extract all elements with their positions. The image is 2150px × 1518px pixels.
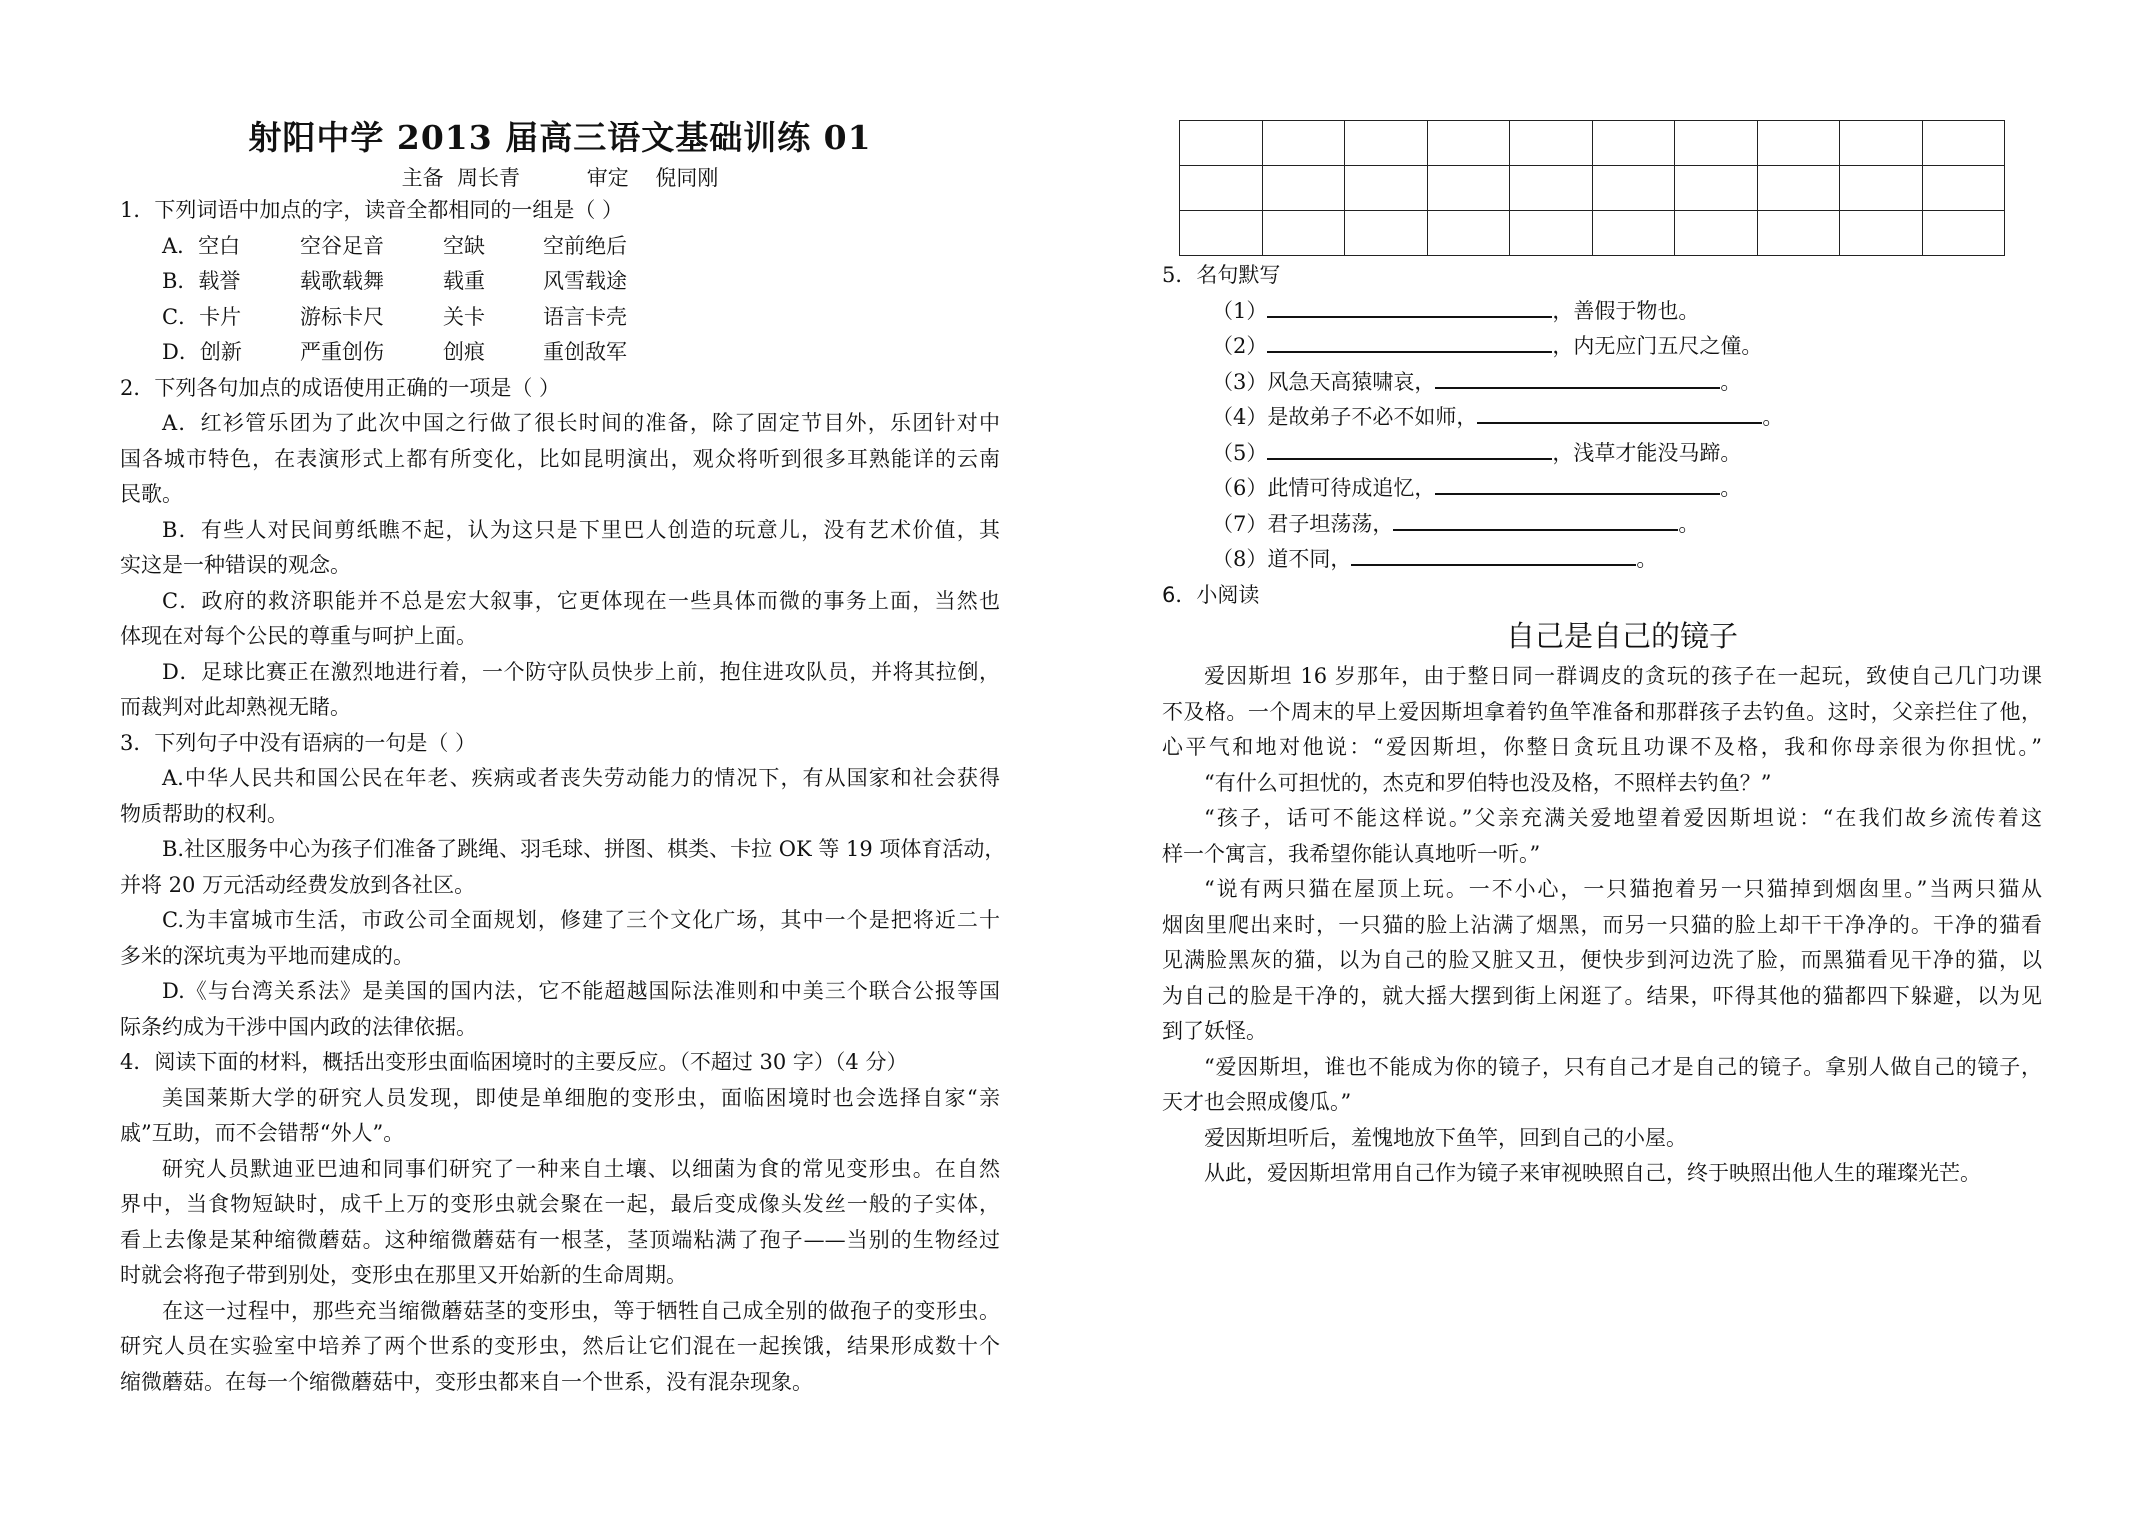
q5-num: （1） [1212,298,1268,323]
q1-a-1: A．空白 [162,233,241,258]
answer-blank[interactable] [1351,542,1636,566]
story-line: 见满脸黑灰的猫，以为自己的脸又脏又丑，便快步到河边洗了脸，而黑猫看见干净的猫，以 [1162,948,2042,972]
q4-line: 界中，当食物短缺时，成千上万的变形虫就会聚在一起，最后变成像头发丝一般的子实体， [120,1192,1000,1216]
q2-line: 国各城市特色，在表演形式上都有所变化，比如昆明演出，观众将听到很多耳熟能详的云南 [120,446,1000,471]
q1-d-4: 重创敌军 [543,340,627,364]
q5-item-8 [1162,542,2042,578]
q1-option-b [120,264,1000,300]
q1-option-d [120,335,1000,371]
q1-b-3: 载重 [443,269,485,293]
q5-pre: 是故弟子不必不如师， [1267,405,1478,429]
q5-post: 。 [1678,511,1700,536]
question-5-stem: 5．名句默写 [1162,263,1281,287]
q2-line: D．足球比赛正在激烈地进行着，一个防守队员快步上前，抱住进攻队员，并将其拉倒， [162,659,1000,684]
q5-item-6 [1162,471,2042,507]
answer-blank[interactable] [1435,471,1720,495]
q5-item-4 [1162,400,2042,436]
q1-d-2: 严重创伤 [300,340,384,364]
q3-line: C.为丰富城市生活，市政公司全面规划，修建了三个文化广场，其中一个是把将近二十 [162,908,1000,932]
q4-line: 时就会将孢子带到别处，变形虫在那里又开始新的生命周期。 [120,1263,687,1287]
q5-post: 。 [1636,547,1658,571]
q3-line: 际条约成为干涉中国内政的法律依据。 [120,1014,477,1039]
q2-line: 体现在对每个公民的尊重与呵护上面。 [120,624,477,648]
q2-line: 实这是一种错误的观念。 [120,553,351,577]
q4-line: 研究人员默迪亚巴迪和同事们研究了一种来自土壤、以细菌为食的常见变形虫。在自然 [162,1156,1000,1181]
q5-post: ，浅草才能没马蹄。 [1552,440,1742,465]
q1-d-3: 创痕 [443,340,485,364]
q1-a-3: 空缺 [443,233,485,258]
story-line: 样一个寓言，我希望你能认真地听一听。” [1162,841,1541,866]
q1-d-1: D．创新 [162,340,242,364]
q5-post: 。 [1762,405,1784,429]
q4-line: 看上去像是某种缩微蘑菇。这种缩微蘑菇有一根茎，茎顶端粘满了孢子——当别的生物经过 [120,1227,1000,1252]
q1-c-4: 语言卡壳 [543,304,627,329]
q5-pre: 道不同， [1267,547,1352,571]
story-line: 从此，爱因斯坦常用自己作为镜子来审视映照自己，终于映照出他人生的璀璨光芒。 [1204,1161,1981,1185]
q1-b-4: 风雪载途 [543,269,627,293]
story-line: “爱因斯坦，谁也不能成为你的镜子，只有自己才是自己的镜子。拿别人做自己的镜子， [1204,1054,2042,1079]
q5-item-5 [1162,436,2042,472]
q5-item-2 [1162,329,2042,365]
answer-blank[interactable] [1267,329,1552,353]
story-line: 爱因斯坦听后，羞愧地放下鱼竿，回到自己的小屋。 [1204,1125,1687,1150]
story-line: 到了妖怪。 [1162,1019,1267,1043]
q5-post: ，内无应门五尺之僮。 [1552,334,1763,358]
q1-option-a [120,229,1000,265]
q3-line: D.《与台湾关系法》是美国的国内法，它不能超越国际法准则和中美三个联合公报等国 [162,979,1000,1003]
question-6-stem: 6．小阅读 [1162,582,1260,607]
q5-pre: 君子坦荡荡， [1267,511,1394,536]
story-title: 自己是自己的镜子 [1505,619,1738,653]
q5-num: （5） [1212,440,1268,465]
story-line: “说有两只猫在屋顶上玩。一不小心，一只猫抱着另一只猫掉到烟囱里。”当两只猫从 [1204,877,2042,901]
q3-line: 多米的深坑夷为平地而建成的。 [120,943,414,968]
q1-a-4: 空前绝后 [543,233,627,258]
question-5 [1162,258,2042,1192]
q4-line: 戚”互助，而不会错帮“外人”。 [120,1121,405,1145]
page-title: 射阳中学 2013 届高三语文基础训练 01 [248,118,872,157]
story-line: 烟囱里爬出来时，一只猫的脸上沾满了烟黑，而另一只猫的脸上却干干净净的。干净的猫看 [1162,912,2042,937]
story-line: 天才也会照成傻瓜。” [1162,1090,1352,1114]
answer-blank[interactable] [1477,400,1762,424]
q3-line: A.中华人民共和国公民在年老、疾病或者丧失劳动能力的情况下，有从国家和社会获得 [162,766,1000,790]
q1-c-3: 关卡 [443,304,485,329]
question-3-stem: 3．下列句子中没有语病的一句是（ ） [120,730,477,755]
question-1-stem: 1．下列词语中加点的字，读音全都相同的一组是（ ） [120,198,624,222]
story-line: “孩子，话可不能这样说。”父亲充满关爱地望着爱因斯坦说：“在我们故乡流传着这 [1204,806,2042,830]
page-subtitle: 主备 周长青 审定 倪同刚 [401,166,719,190]
q1-b-2: 载歌载舞 [300,269,384,293]
q5-num: （8） [1212,547,1268,571]
q5-num: （7） [1212,511,1268,536]
q5-num: （3） [1212,369,1268,394]
answer-grid[interactable] [1179,120,2005,256]
answer-blank[interactable] [1267,436,1552,460]
q2-line: 而裁判对此却熟视无睹。 [120,695,351,719]
q2-line: B．有些人对民间剪纸瞧不起，认为这只是下里巴人创造的玩意儿，没有艺术价值，其 [162,517,1000,542]
q2-line: C．政府的救济职能并不总是宏大叙事，它更体现在一些具体而微的事务上面，当然也 [162,588,1000,613]
q5-post: 。 [1720,369,1742,394]
q1-a-2: 空谷足音 [300,233,384,258]
story-line: 爱因斯坦 16 岁那年，由于整日同一群调皮的贪玩的孩子在一起玩，致使自己几门功课 [1204,664,2042,688]
story-line: 为自己的脸是干净的，就大摇大摆到街上闲逛了。结果，吓得其他的猫都四下躲避，以为见 [1162,983,2042,1008]
q2-line: A．红衫管乐团为了此次中国之行做了很长时间的准备，除了固定节目外，乐团针对中 [162,411,1000,435]
q1-b-1: B．载誉 [162,269,241,293]
q1-c-2: 游标卡尺 [300,304,384,329]
q3-line: 物质帮助的权利。 [120,801,288,826]
q5-num: （4） [1212,405,1268,429]
q4-line: 在这一过程中，那些充当缩微蘑菇茎的变形虫，等于牺牲自己成全别的做孢子的变形虫。 [162,1298,1000,1323]
q5-num: （6） [1212,476,1268,500]
q4-line: 美国莱斯大学的研究人员发现，即使是单细胞的变形虫，面临困境时也会选择自家“亲 [162,1085,1000,1110]
answer-blank[interactable] [1267,294,1552,318]
answer-blank[interactable] [1393,507,1678,531]
q4-line: 缩微蘑菇。在每一个缩微蘑菇中，变形虫都来自一个世系，没有混杂现象。 [120,1369,813,1394]
q5-item-7 [1162,507,2042,543]
q5-item-1 [1162,294,2042,330]
q5-pre: 此情可待成追忆， [1267,476,1436,500]
q4-line: 研究人员在实验室中培养了两个世系的变形虫，然后让它们混在一起挨饿，结果形成数十个 [120,1334,1000,1358]
q5-post: ，善假于物也。 [1552,298,1700,323]
story-line: “有什么可担忧的，杰克和罗伯特也没及格，不照样去钓鱼？” [1204,770,1772,795]
q1-c-1: C．卡片 [162,304,242,329]
q3-line: B.社区服务中心为孩子们准备了跳绳、羽毛球、拼图、棋类、卡拉 OK 等 19 项体育活动， [162,837,1006,861]
q2-line: 民歌。 [120,482,183,506]
q5-pre: 风急天高猿啸哀， [1267,369,1436,394]
q1-option-c [120,300,1000,336]
question-1 [120,193,1006,1400]
q5-item-3 [1162,365,2042,401]
q5-post: 。 [1720,476,1742,500]
question-4-stem: 4．阅读下面的材料，概括出变形虫面临困境时的主要反应。（不超过 30 字）（4 分） [120,1050,908,1074]
answer-blank[interactable] [1435,365,1720,389]
story-line: 心平气和地对他说：“爱因斯坦，你整日贪玩且功课不及格，我和你母亲很为你担忧。” [1162,735,2042,759]
story-line: 不及格。一个周末的早上爱因斯坦拿着钓鱼竿准备和那群孩子去钓鱼。这时，父亲拦住了他， [1162,699,2042,724]
q3-line: 并将 20 万元活动经费发放到各社区。 [120,872,476,897]
question-2-stem: 2．下列各句加点的成语使用正确的一项是（ ） [120,375,561,400]
q5-num: （2） [1212,334,1268,358]
story-body [1162,659,2042,1192]
